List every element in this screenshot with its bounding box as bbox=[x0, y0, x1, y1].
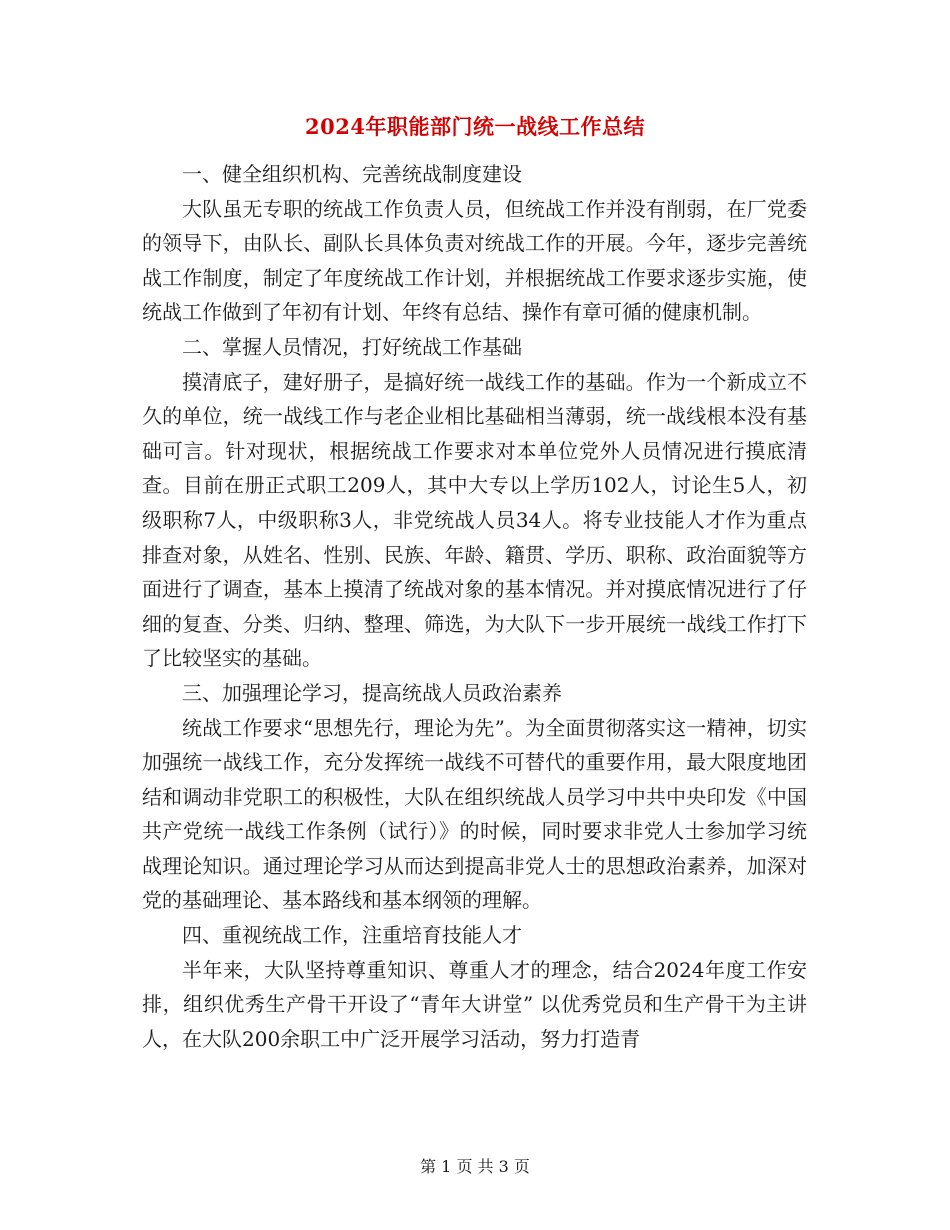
section-heading-4: 四、重视统战工作，注重培育技能人才 bbox=[182, 923, 522, 948]
section-heading-3: 三、加强理论学习，提高统战人员政治素养 bbox=[182, 680, 562, 705]
section-heading-2: 二、掌握人员情况，打好统战工作基础 bbox=[182, 334, 522, 359]
section-heading-1: 一、健全组织机构、完善统战制度建设 bbox=[182, 162, 522, 186]
body-paragraph-2: 摸清底子，建好册子，是搞好统一战线工作的基础。作为一个新成立不久的单位，统一战线工作与老企业相比基础相当薄弱，统一战线根本没有基础可言。针对现状，根据统战工作要求对本单位党外人员情况进行摸底清查。目前在册正式职工209人，其中大专以上学历102人，讨论生5人，初级职称7人，中级职称3人，非党统战人员34人。将专业技能人才作为重点排查对象，从姓名、性别、民族、年龄、籍贯、学历、职称、政治面貌等方面进行了调查，基本上摸清了统战对象的基本情况。并对摸底情况进行了仔细的复查、分类、归纳、整理、筛选，为大队下一步开展统一战线工作打下了比较坚实的基础。 bbox=[142, 369, 807, 671]
document-body bbox=[142, 157, 807, 1056]
document-title: 2024年职能部门统一战线工作总结 bbox=[305, 114, 645, 139]
page-number-footer bbox=[0, 1156, 950, 1178]
body-paragraph-4: 半年来，大队坚持尊重知识、尊重人才的理念，结合2024年度工作安排，组织优秀生产骨干开设了“青年大讲堂” 以优秀党员和生产骨干为主讲人，在大队200余职工中广泛开展学习活动，努力打造青 bbox=[142, 957, 807, 1051]
body-paragraph-1: 大队虽无专职的统战工作负责人员，但统战工作并没有削弱，在厂党委的领导下，由队长、副队长具体负责对统战工作的开展。今年，逐步完善统战工作制度，制定了年度统战工作计划，并根据统战工作要求逐步实施，使统战工作做到了年初有计划、年终有总结、操作有章可循的健康机制。 bbox=[142, 196, 807, 325]
body-paragraph-3: 统战工作要求“思想先行，理论为先”。为全面贯彻落实这一精神，切实加强统一战线工作，充分发挥统一战线不可替代的重要作用，最大限度地团结和调动非党职工的积极性，大队在组织统战人员学习中共中央印发《中国共产党统一战线工作条例（试行）》的时候，同时要求非党人士参加学习统战理论知识。通过理论学习从而达到提高非党人士的思想政治素养，加深对党的基础理论、基本路线和基本纲领的理解。 bbox=[142, 715, 807, 913]
page-number-label: 第 1 页 共 3 页 bbox=[420, 1157, 530, 1176]
